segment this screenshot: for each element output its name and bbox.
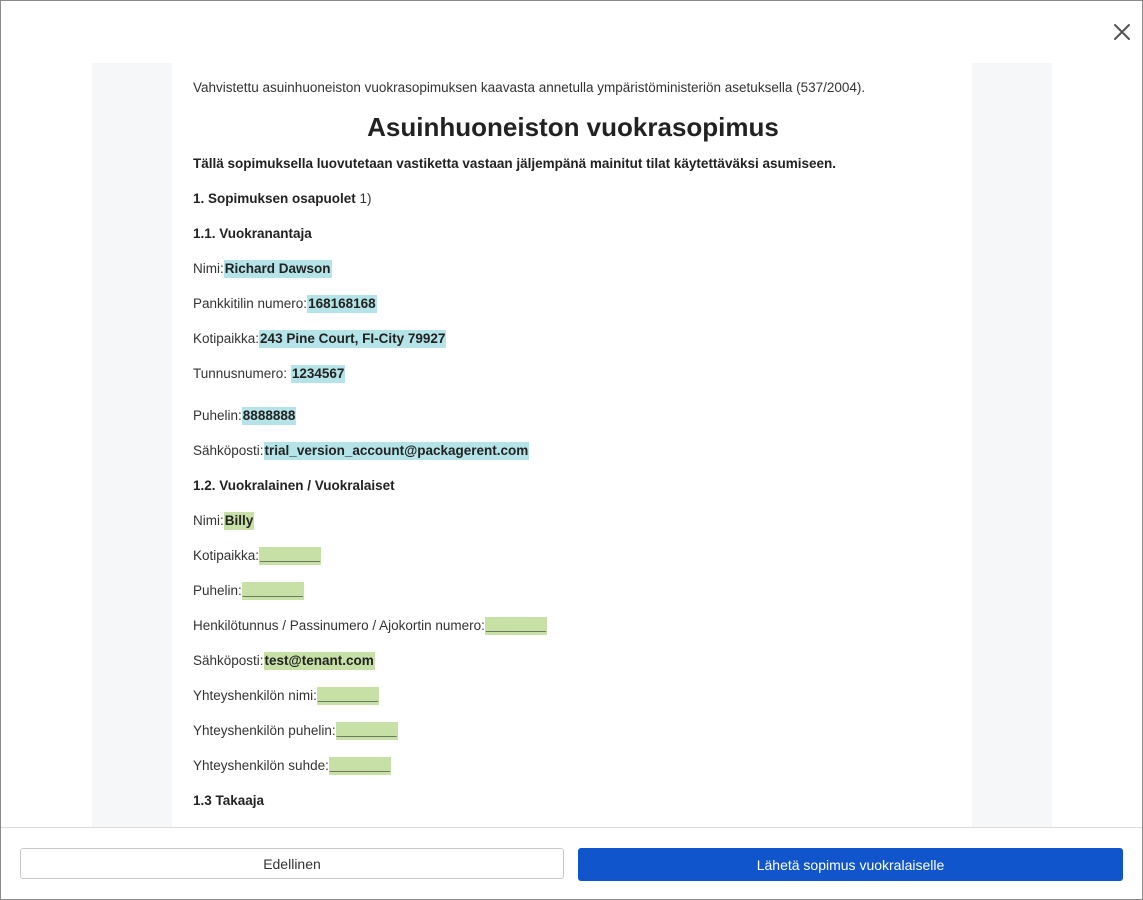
landlord-bank-label: Pankkitilin numero: [193, 296, 308, 311]
tenant-name-value: Billy [224, 513, 254, 528]
tenant-home-value: ________ [260, 548, 321, 563]
tenant-name-row [193, 512, 254, 530]
dialog-footer [1, 827, 1142, 900]
tenant-email-row [193, 652, 375, 670]
close-button[interactable] [1109, 19, 1135, 45]
landlord-phone-label: Puhelin: [193, 408, 242, 423]
tenant-home-row [193, 547, 321, 565]
landlord-phone-value: 8888888 [242, 408, 296, 423]
tenant-contact-phone-value: ________ [336, 723, 397, 738]
tenant-contact-relation-label: Yhteyshenkilön suhde: [193, 758, 329, 773]
landlord-name-value: Richard Dawson [224, 261, 331, 276]
section1-note: 1) [355, 191, 372, 206]
landlord-name-row [193, 260, 332, 278]
tenant-contact-relation-row [193, 757, 391, 775]
landlord-bank-value: 168168168 [308, 296, 376, 311]
section1-heading: 1. Sopimuksen osapuolet [193, 191, 356, 206]
landlord-email-value: trial_version_account@packagerent.com [264, 443, 529, 458]
landlord-email-label: Sähköposti: [193, 443, 264, 458]
tenant-name-label: Nimi: [193, 513, 224, 528]
landlord-email-row [193, 442, 529, 460]
document-viewer[interactable] [92, 63, 1052, 827]
landlord-bank-row [193, 295, 377, 313]
landlord-name-label: Nimi: [193, 261, 224, 276]
tenant-contact-name-label: Yhteyshenkilön nimi: [193, 688, 317, 703]
tenant-email-value: test@tenant.com [264, 653, 374, 668]
document-title: Asuinhuoneiston vuokrasopimus [367, 112, 779, 142]
guarantor-heading: 1.3 Takaaja [193, 793, 265, 808]
landlord-home-row [193, 330, 446, 348]
landlord-id-value: 1234567 [291, 366, 345, 381]
tenant-email-label: Sähköposti: [193, 653, 264, 668]
tenant-phone-value: ________ [242, 583, 303, 598]
send-to-tenant-button[interactable]: Lähetä sopimus vuokralaiselle [578, 848, 1123, 881]
tenant-contact-phone-label: Yhteyshenkilön puhelin: [193, 723, 336, 738]
previous-button[interactable]: Edellinen [20, 848, 564, 879]
tenant-phone-label: Puhelin: [193, 583, 242, 598]
landlord-home-label: Kotipaikka: [193, 331, 260, 346]
tenant-heading: 1.2. Vuokralainen / Vuokralaiset [193, 478, 395, 493]
tenant-contact-name-value: ________ [317, 688, 378, 703]
landlord-phone-row [193, 407, 296, 425]
tenant-idnum-value: ________ [485, 618, 546, 633]
tenant-phone-row [193, 582, 304, 600]
tenant-contact-name-row [193, 687, 379, 705]
tenant-idnum-label: Henkilötunnus / Passinumero / Ajokortin numero: [193, 618, 485, 633]
tenant-home-label: Kotipaikka: [193, 548, 260, 563]
close-icon[interactable] [1109, 19, 1135, 45]
landlord-heading: 1.1. Vuokranantaja [193, 226, 312, 241]
document-page [172, 63, 972, 827]
intro-text: Tällä sopimuksella luovutetaan vastiketta vastaan jäljempänä mainitut tilat käytettäväksi asumiseen. [193, 156, 837, 171]
section1-heading-line [193, 190, 372, 208]
landlord-home-value: 243 Pine Court, FI-City 79927 [260, 331, 446, 346]
tenant-contact-phone-row [193, 722, 398, 740]
landlord-id-row [193, 365, 345, 383]
tenant-idnum-row [193, 617, 547, 635]
decree-text: Vahvistettu asuinhuoneiston vuokrasopimuksen kaavasta annetulla ympäristöministeriön asetuksella (537/2004). [193, 80, 866, 95]
landlord-id-label: Tunnusnumero: [193, 366, 291, 381]
tenant-contact-relation-value: ________ [329, 758, 390, 773]
